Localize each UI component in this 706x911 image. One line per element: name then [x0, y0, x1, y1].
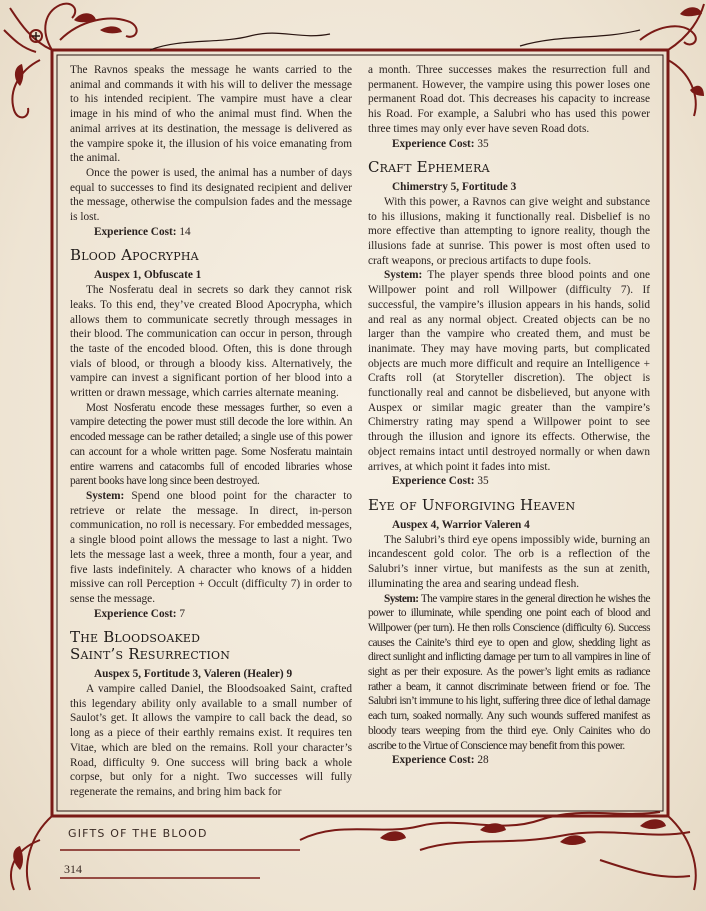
power-requirements: Auspex 5, Fortitude 3, Valeren (Healer) 9	[94, 668, 293, 681]
power-title: The Bloodsoaked	[70, 628, 201, 647]
power-heading	[70, 629, 352, 663]
footer-section-title: GIFTS OF THE BLOOD	[68, 827, 208, 840]
power-title: Saint’s Resurrection	[70, 645, 231, 664]
cost-value: 35	[474, 475, 489, 488]
system-paragraph	[368, 592, 650, 754]
cost-label: Experience Cost:	[392, 475, 475, 488]
experience-cost	[368, 137, 650, 152]
left-column	[70, 63, 352, 813]
system-paragraph	[368, 268, 650, 474]
two-column-body	[70, 63, 650, 813]
paragraph: Most Nosferatu encode these messages further, so even a vampire detecting the power must still decode the lore within. An encoded message can be rather detailed; a single use of this power can account for a whole written page. Some Nosferatu maintain entire warrens and catacombs full of encoded libraries whose parent books have long since been destroyed.	[70, 401, 352, 488]
paragraph: a month. Three successes makes the resurrection full and permanent. However, the vampire using this power loses one permanent Road dot. This decreases his capacity to increase his Road. For example, a Salubri who has used this power three times may only ever have seven Road dots.	[368, 64, 650, 135]
power-requirements: Chimerstry 5, Fortitude 3	[392, 181, 517, 194]
paragraph: The Nosferatu deal in secrets so dark they cannot risk leaks. To this end, they’ve created Blood Apocrypha, which allows them to communicate secretly through messages in their blood. The communication can occur in person, through the taste of the encoded blood. Often, this is done through vials of blood, or through a bloody kiss. Alternatively, the vampire can invest a significant portion of her blood into a written or drawn message, which carries alternate meaning.	[70, 284, 352, 400]
power-heading	[368, 159, 650, 176]
power-heading	[70, 247, 352, 264]
cost-value: 28	[474, 754, 489, 767]
power-heading	[368, 497, 650, 514]
system-text: The player spends three blood points and one Willpower point and roll Willpower (difficulty 7). If successful, the vampire’s illusion appears in his hands, solid and real as any normal object. Created objects can be no larger than the vampire who created them, and must be inanimate. They may have moving parts, but complicated objects are much more difficult and require an Intelligence + Crafts roll (at Storyteller discretion). The object is functionally real and cannot be disbelieved, but anyone with Auspex or similar magic greater than the vampire’s Chimerstry rating may spend a Willpower point to see through the illusion and ignore its effects. Otherwise, the object remains intact until destroyed normally or when dawn arrives, at which point it fades into mist.	[368, 269, 650, 473]
paragraph: The Ravnos speaks the message he wants carried to the animal and commands it with his will to deliver the message to his intended recipient. The vampire must have a clear image in his mind of who the animal must find. When the animal arrives at its destination, the message is delivered as the vampire spoke it, the illusion of his voice emanating from the animal.	[70, 64, 352, 165]
cost-label: Experience Cost:	[94, 225, 177, 238]
experience-cost	[70, 607, 352, 622]
right-column	[368, 63, 650, 813]
power-title: Eye of Unforgiving Heaven	[368, 495, 576, 514]
system-label: System:	[384, 592, 419, 605]
cost-label: Experience Cost:	[392, 137, 475, 150]
paragraph: The Salubri’s third eye opens impossibly wide, burning an incandescent gold color. The orb is a reflection of the Salubri’s inner virtue, but manifests as the sun at zenith, illuminating the area and searing undead flesh.	[368, 533, 650, 590]
power-title: Blood Apocrypha	[70, 246, 199, 265]
experience-cost	[70, 225, 352, 240]
power-requirements: Auspex 4, Warrior Valeren 4	[392, 518, 530, 531]
cost-value: 7	[176, 607, 185, 620]
cost-value: 35	[474, 137, 489, 150]
cost-label: Experience Cost:	[392, 754, 475, 767]
experience-cost	[368, 474, 650, 489]
paragraph: A vampire called Daniel, the Bloodsoaked Saint, crafted this legendary ability only available to a small number of Saulot’s get. It allows the vampire to call back the dead, so long as a piece of their earthly remains exist. It requires ten Vitae, which are bled on the remains. Roll your character’s Road, difficulty 9. One success will bring back a whole corpse, but only for a night. Two successes will fully regenerate the remains, and bring him back for	[70, 683, 352, 798]
power-title: Craft Ephemera	[368, 158, 490, 177]
system-text: Spend one blood point for the character to retrieve or relate the message. In direct, in-person communication, no roll is necessary. For embedded messages, a single blood point allows the message to last a night. Two lets the message last a week, three a month, four a year, and five lasts indefinitely. A character who knows of a hidden missive can roll Perception + Occult (difficulty 7) in order to sense the message.	[70, 489, 352, 605]
system-label: System:	[384, 269, 423, 282]
top-edge-vines	[150, 30, 640, 50]
cost-value: 14	[176, 225, 191, 238]
paragraph: Once the power is used, the animal has a number of days equal to successes to find its designated recipient and deliver the message, otherwise the compulsion fades and the message is lost.	[70, 166, 352, 224]
paragraph: With this power, a Ravnos can give weight and substance to his illusions, making it functionally real. Disbelief is no more effective than attempting to ignore reality, though the illusions fade at sunrise. This power is most often used to craft weapons, or precious artifacts to dupe fools.	[368, 195, 650, 267]
system-paragraph	[70, 489, 352, 607]
page-number: 314	[64, 862, 82, 876]
experience-cost	[368, 753, 650, 768]
system-text: The vampire stares in the general direction he wishes the power to illuminate, while spending one point each of blood and Willpower (per turn). He then rolls Conscience (difficulty 6). Success causes the Cainite’s third eye to open and glow, shedding light as direct sunlight and inflicting damage per turn to all vampires in line of sight as per their exposure. As the power’s light emits as radiance rather a beam, it cannot discriminate between friend or foe. The Salubri isn’t immune to his light, suffering three dice of lethal damage each turn, soaked normally. Any such wounds suffered manifest as bloody tears weeping from the third eye. Only Cainites who do ascribe to the Virtue of Conscience may benefit from this power.	[368, 592, 650, 752]
cost-label: Experience Cost:	[94, 607, 177, 620]
system-label: System:	[86, 489, 125, 502]
power-requirements: Auspex 1, Obfuscate 1	[94, 269, 202, 282]
